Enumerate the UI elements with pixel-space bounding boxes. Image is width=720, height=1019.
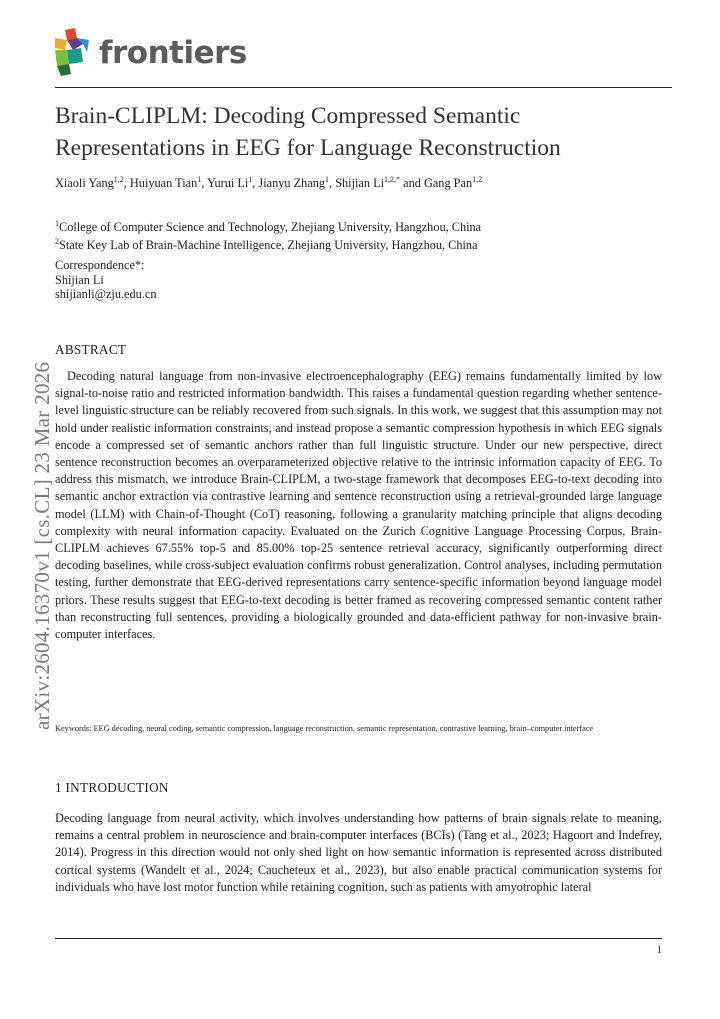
affiliation-number: 1 xyxy=(55,219,59,228)
frontiers-logo xyxy=(55,28,245,78)
footer-rule xyxy=(55,938,662,939)
abstract-heading: ABSTRACT xyxy=(55,342,127,357)
author-affiliation-mark: 1 xyxy=(325,175,330,184)
page-number: 1 xyxy=(656,944,662,956)
introduction-heading: 1 INTRODUCTION xyxy=(55,780,169,795)
affiliation-2 xyxy=(55,234,478,253)
author-name: Shijian Li xyxy=(335,176,385,191)
author-list: Xiaoli Yang$^{1,2}$, Huiyuan Tian$^1$, Yurui Li$^1$, Jianyu Zhang$^1$, Shijian $Li^{1,2,*}$ and Gang Pan$^{1,2}$ xyxy=(55,175,483,191)
affiliation-text: College of Computer Science and Technology, Zhejiang University, Hangzhou, China xyxy=(59,220,482,235)
introduction-body: Decoding language from neural activity, which involves understanding how patterns of brain signals relate to meaning, remains a central problem in neuroscience and brain-computer interfaces (BCIs) (Tang et al., 2023; Hagoort and Indefrey, 2014). Progress in this direction would not only shed light on how semantic information is represented across distributed cortical systems (Wandelt et al., 2024; Caucheteux et al., 2023), but also enable practical communication systems for individuals who have lost motor function while retaining cognition, such as patients with amyotrophic lateral xyxy=(55,811,662,894)
arxiv-stamp xyxy=(10,295,54,730)
author-affiliation-mark: 1,2 xyxy=(472,175,483,184)
correspondence-block xyxy=(55,258,156,302)
author-affiliation-mark: 1 xyxy=(248,175,253,184)
author-affiliation-mark: 1,2 xyxy=(113,175,124,184)
title-line-2: Representations in EEG for Language Reconstruction xyxy=(55,135,561,161)
author-affiliation-mark: 1 xyxy=(197,175,202,184)
author-affiliation-mark: 1,2,* xyxy=(384,175,401,184)
frontiers-cube-icon xyxy=(55,28,97,76)
paper-title xyxy=(55,100,672,164)
affiliation-text: State Key Lab of Brain-Machine Intelligence, Zhejiang University, Hangzhou, China xyxy=(59,238,478,253)
author-name: Yurui Li xyxy=(206,176,249,191)
author-name: Gang Pan xyxy=(423,176,473,191)
header-rule xyxy=(55,87,672,88)
affiliation-number: 2 xyxy=(55,237,59,246)
author-name: Jianyu Zhang xyxy=(258,176,326,191)
author-name: Huiyuan Tian xyxy=(129,176,198,191)
title-line-1: Brain-CLIPLM: Decoding Compressed Semantic xyxy=(55,103,521,129)
correspondence-name: Shijian Li xyxy=(55,272,104,287)
correspondence-label: Correspondence*: xyxy=(55,258,145,272)
affiliation-1 xyxy=(55,216,481,235)
correspondence-email: shijianli@zju.edu.cn xyxy=(55,287,157,301)
abstract-body: Decoding natural language from non-invasive electroencephalography (EEG) remains fundamentally limited by low signal-to-noise ratio and restricted information bandwidth. This raises a fundamental question regarding whether sentence-level linguistic structure can be reliably recovered from such signals. In this work, we suggest that this assumption may not hold under realistic information constraints, and instead propose a semantic compression hypothesis in which EEG signals encode a compressed set of semantic anchors rather than full linguistic structure. Under our new perspective, direct sentence reconstruction becomes an overparameterized objective relative to the intrinsic information capacity of EEG. To address this mismatch, we introduce Brain-CLIPLM, a two-stage framework that decomposes EEG-to-text decoding into semantic anchor extraction via contrastive learning and sentence reconstruction using a retrieval-grounded large language model (LLM) with Chain-of-Thought (CoT) reasoning, following a granularity matching principle that aligns decoding complexity with neural information capacity. Evaluated on the Zurich Cognitive Language Processing Corpus, Brain-CLIPLM achieves 67.55% top-5 and 85.00% top-25 sentence retrieval accuracy, significantly outperforming direct decoding baselines, while cross-subject evaluation confirms robust generalization. Control analyses, including permutation testing, further demonstrate that EEG-derived representations carry sentence-specific information beyond language model priors. These results suggest that EEG-to-text decoding is better framed as recovering compressed semantic content rather than reconstructing full sentences, providing a biologically grounded and data-efficient pathway for non-invasive brain-computer interfaces. xyxy=(55,369,662,642)
frontiers-wordmark: frontiers xyxy=(99,35,247,71)
arxiv-stamp-text: arXiv:2604.16370v1 [cs.CL] 23 Mar 2026 xyxy=(30,361,54,730)
keywords: Keywords: EEG decoding, neural coding, semantic compression, language reconstruction, semantic representation, contrastive learning, brain–computer interface xyxy=(55,724,594,733)
author-name: Xiaoli Yang xyxy=(55,176,114,191)
